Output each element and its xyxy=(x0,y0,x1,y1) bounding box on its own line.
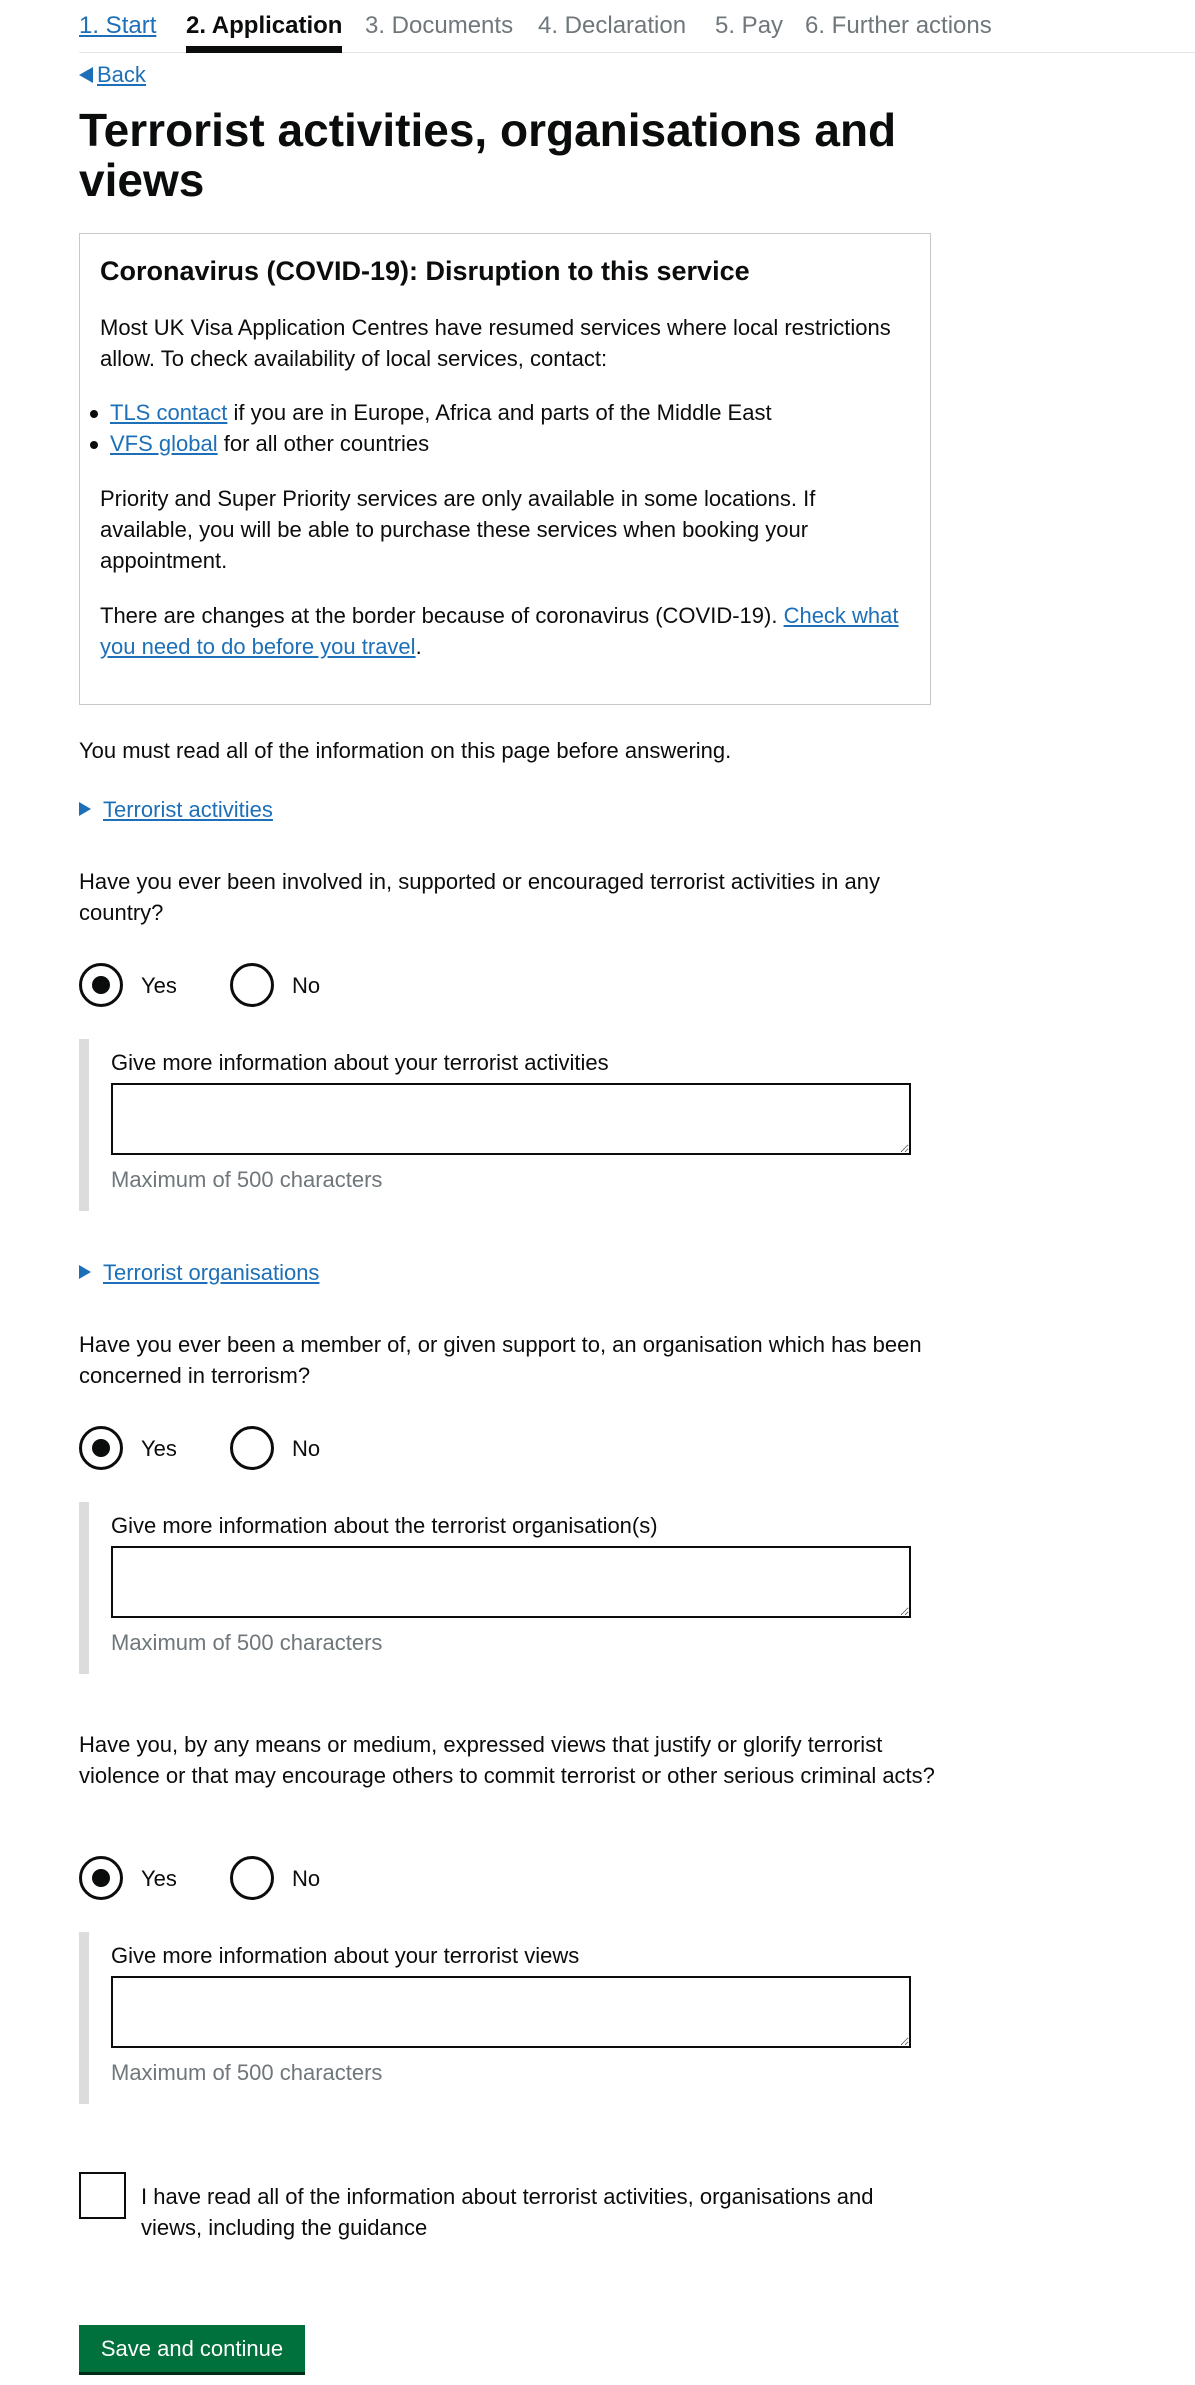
step-pay: 5. Pay xyxy=(715,12,784,39)
step-navigation xyxy=(79,0,1195,53)
back-link[interactable]: Back xyxy=(79,62,146,88)
organisations-conditional-panel xyxy=(79,1502,939,1674)
views-yes-label: Yes xyxy=(141,1866,177,1891)
read-confirmation-label: I have read all of the information about terrorist activities, organisations and views, including the guidance xyxy=(141,2184,874,2240)
question-activities: Have you ever been involved in, supported or encouraged terrorist activities in any country? xyxy=(79,869,881,925)
activities-yes-label: Yes xyxy=(141,973,177,998)
step-documents: 3. Documents xyxy=(365,12,514,39)
expand-triangle-icon xyxy=(79,1265,91,1279)
step-application-current: 2. Application xyxy=(186,12,343,39)
views-yes-radio[interactable] xyxy=(79,1856,123,1900)
step-further-actions: 6. Further actions xyxy=(805,12,992,39)
details-terrorist-activities[interactable]: Terrorist activities xyxy=(79,797,273,823)
organisations-yes-label: Yes xyxy=(141,1436,177,1461)
notice-bullet-vfs: VFS global for all other countries xyxy=(110,428,429,459)
views-more-textarea[interactable] xyxy=(111,1976,911,2048)
activities-more-textarea[interactable] xyxy=(111,1083,911,1155)
views-conditional-panel xyxy=(79,1932,939,2104)
activities-conditional-panel xyxy=(79,1039,939,1211)
page-title: Terrorist activities, organisations and views xyxy=(79,104,897,206)
organisations-max-hint: Maximum of 500 characters xyxy=(111,1630,383,1655)
views-no-radio[interactable] xyxy=(230,1856,274,1900)
notice-paragraph-1: Most UK Visa Application Centres have resumed services where local restrictions allow. To check availability of local services, contact: xyxy=(100,315,891,371)
organisations-yes-radio[interactable] xyxy=(79,1426,123,1470)
covid-notice xyxy=(79,233,931,705)
organisations-more-textarea[interactable] xyxy=(111,1546,911,1618)
organisations-more-label: Give more information about the terrorist organisation(s) xyxy=(111,1513,658,1538)
views-more-label: Give more information about your terrorist views xyxy=(111,1943,580,1968)
tls-contact-link[interactable]: TLS contact xyxy=(110,400,228,425)
activities-no-label: No xyxy=(292,973,321,998)
step-declaration: 4. Declaration xyxy=(538,12,687,39)
organisations-no-radio[interactable] xyxy=(230,1426,274,1470)
views-max-hint: Maximum of 500 characters xyxy=(111,2060,383,2085)
question-organisations: Have you ever been a member of, or given support to, an organisation which has been concerned in terrorism? xyxy=(79,1332,922,1388)
activities-more-label: Give more information about your terrorist activities xyxy=(111,1050,609,1075)
back-arrow-icon xyxy=(79,67,93,83)
step-start-link[interactable]: 1. Start xyxy=(79,12,157,39)
views-no-label: No xyxy=(292,1866,321,1891)
save-and-continue-button[interactable]: Save and continue xyxy=(79,2325,305,2372)
notice-heading: Coronavirus (COVID-19): Disruption to this service xyxy=(100,256,750,286)
notice-paragraph-3: There are changes at the border because of coronavirus (COVID-19). Check what you need to do before you travel. xyxy=(100,603,899,659)
activities-max-hint: Maximum of 500 characters xyxy=(111,1167,383,1192)
vfs-global-link[interactable]: VFS global xyxy=(110,431,218,456)
activities-no-radio[interactable] xyxy=(230,963,274,1007)
expand-triangle-icon xyxy=(79,802,91,816)
details-terrorist-organisations[interactable]: Terrorist organisations xyxy=(79,1260,319,1286)
question-views: Have you, by any means or medium, expressed views that justify or glorify terrorist violence or that may encourage others to commit terrorist or other serious criminal acts? xyxy=(79,1732,935,1788)
read-all-instruction: You must read all of the information on this page before answering. xyxy=(79,738,732,763)
notice-bullet-tls: TLS contact if you are in Europe, Africa and parts of the Middle East xyxy=(110,397,772,428)
notice-paragraph-2: Priority and Super Priority services are only available in some locations. If available, you will be able to purchase these services when booking your appointment. xyxy=(100,486,816,573)
organisations-no-label: No xyxy=(292,1436,321,1461)
check-travel-link[interactable]: Check what you need to do before you travel xyxy=(100,603,899,659)
read-confirmation-checkbox[interactable] xyxy=(79,2172,126,2219)
activities-yes-radio[interactable] xyxy=(79,963,123,1007)
